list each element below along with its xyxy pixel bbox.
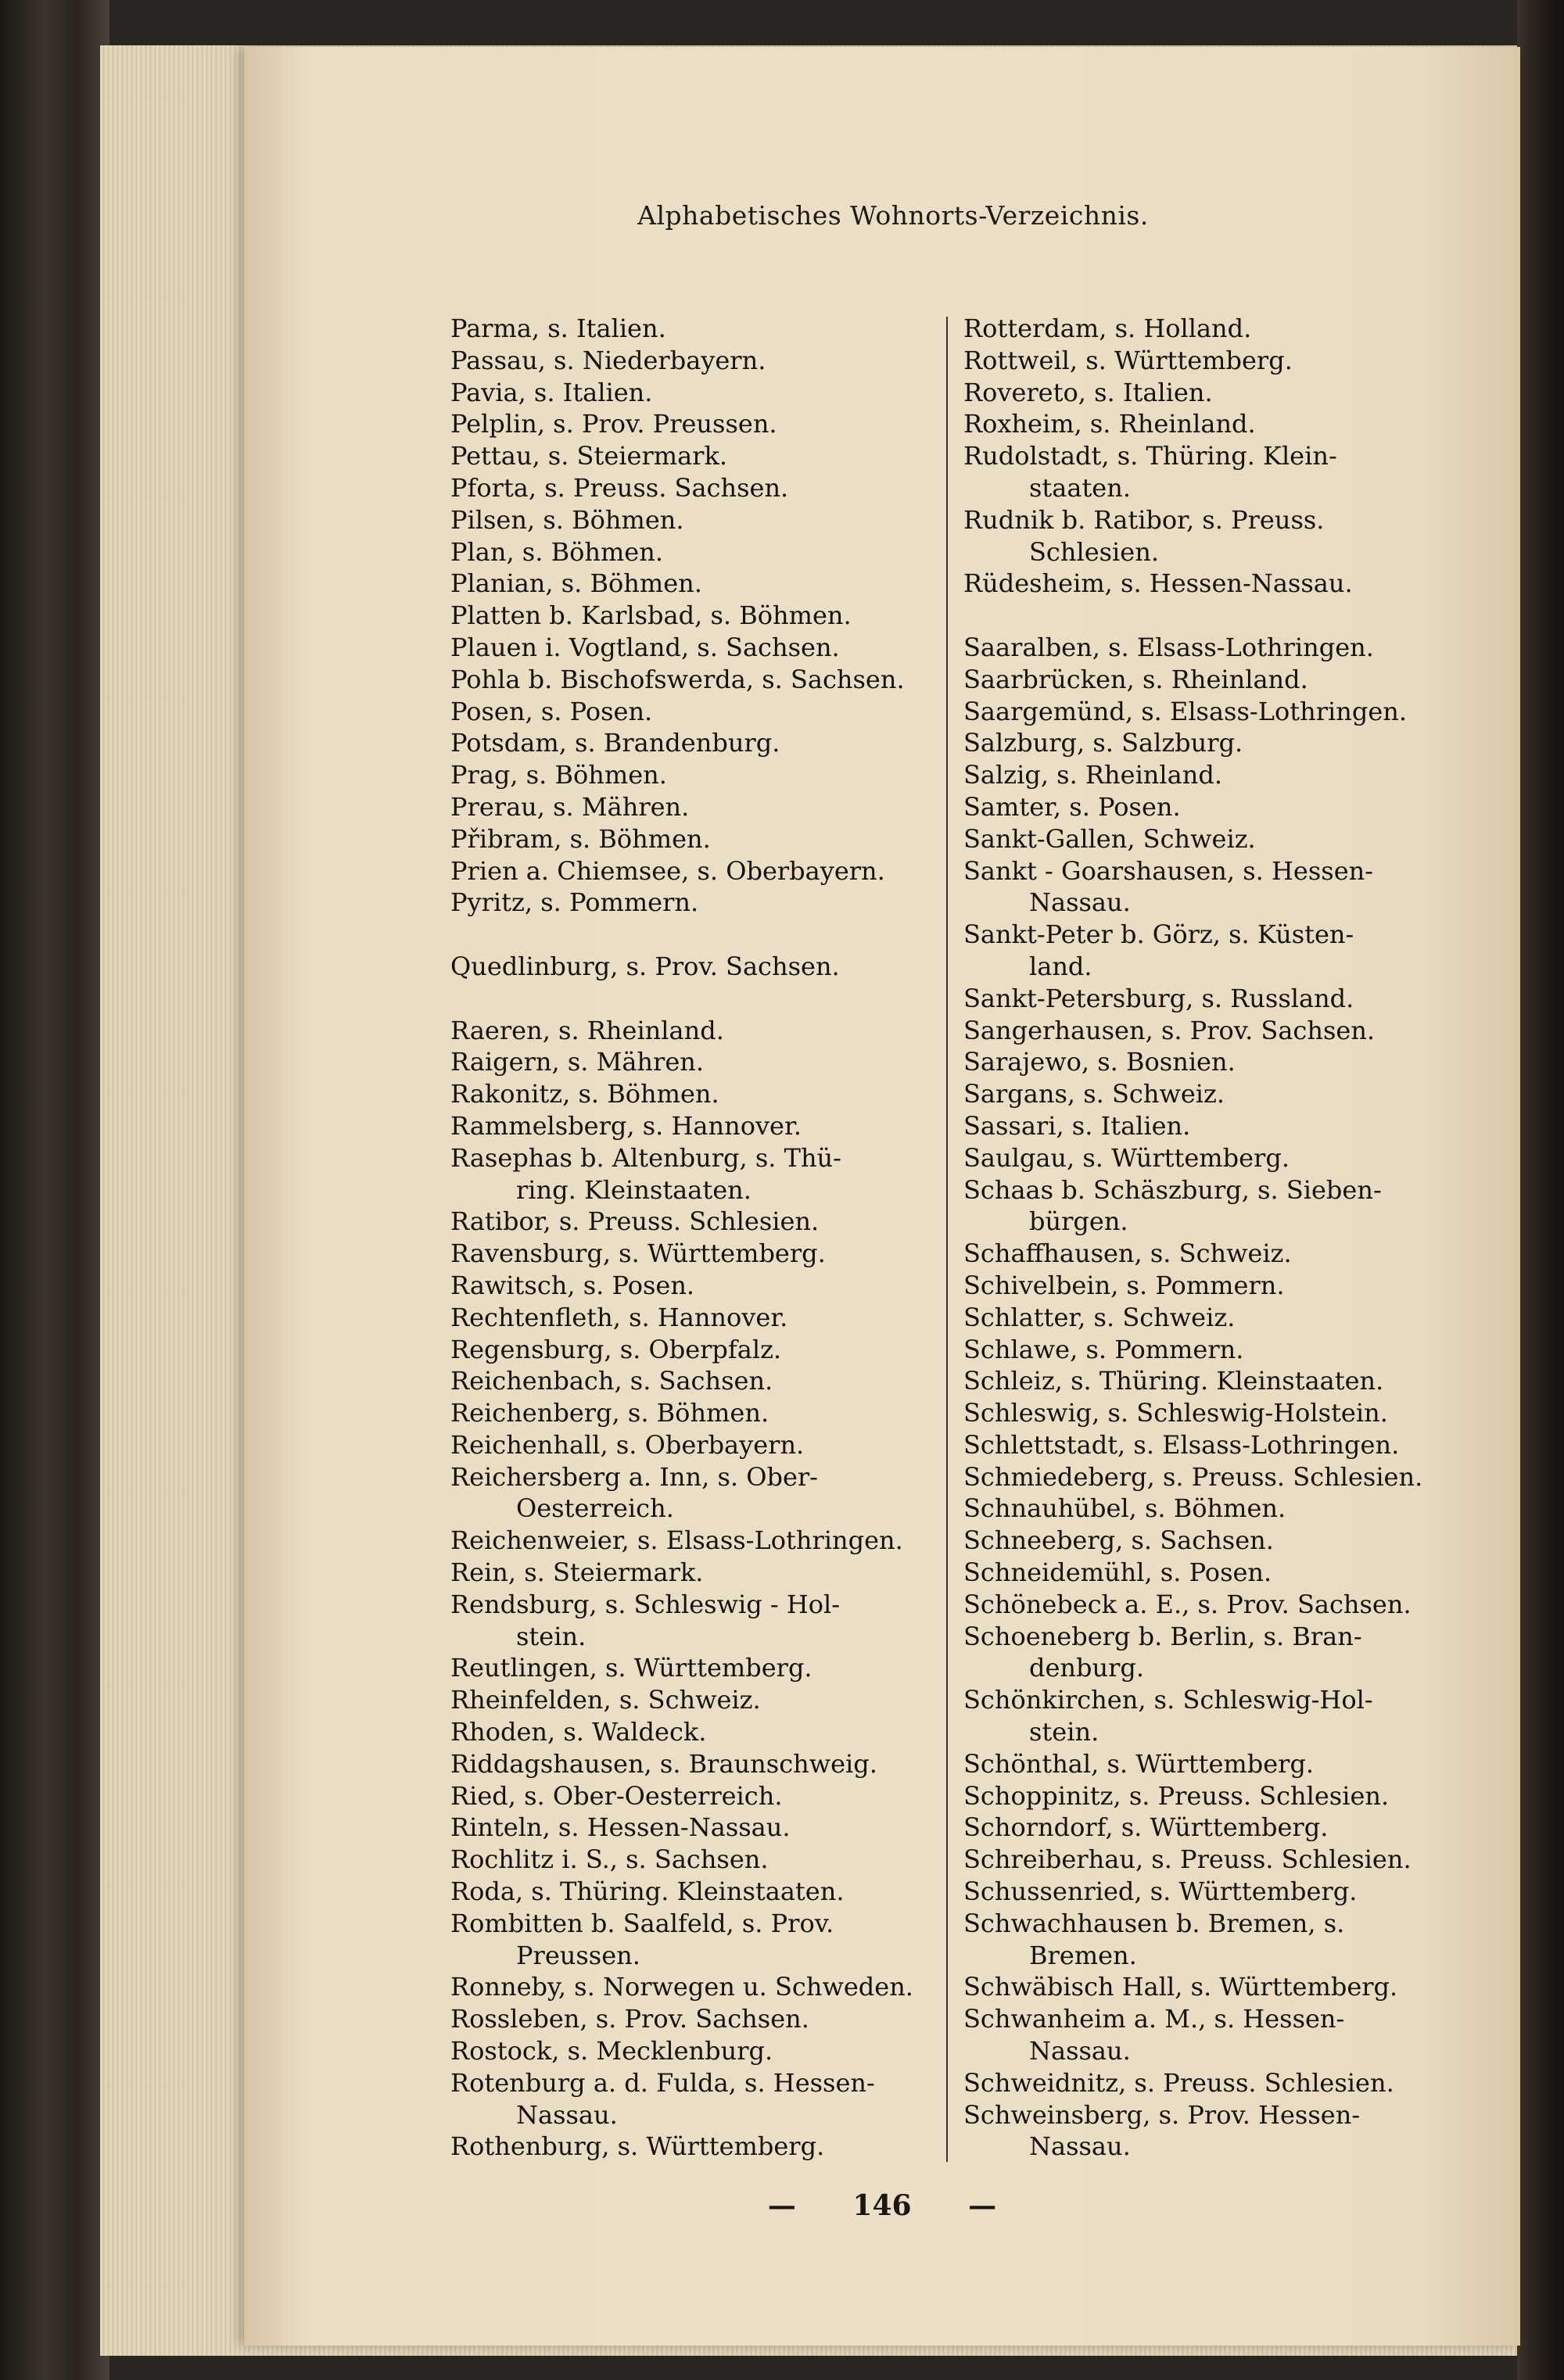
entry-text: Schwäbisch Hall, s. Württemberg.	[963, 1972, 1398, 2002]
directory-entry	[963, 1621, 1480, 1685]
directory-entry	[450, 1429, 967, 1461]
entry-continuation: denburg.	[1029, 1653, 1145, 1683]
book-cover-edge	[1517, 0, 1564, 2380]
book-page	[244, 47, 1520, 2346]
entry-text: Schaas b. Schäszburg, s. Sieben-	[963, 1174, 1382, 1205]
entry-text: Schönthal, s. Württemberg.	[963, 1748, 1315, 1779]
entry-text: Saulgau, s. Württemberg.	[963, 1142, 1290, 1173]
directory-entry	[450, 855, 967, 887]
page-number: 146	[852, 2189, 912, 2222]
directory-entry	[450, 440, 967, 472]
entry-text: Salzburg, s. Salzburg.	[963, 728, 1243, 758]
directory-entry	[963, 408, 1480, 440]
entry-text: Potsdam, s. Brandenburg.	[450, 728, 780, 758]
entry-text: Rothenburg, s. Württemberg.	[450, 2131, 825, 2162]
entry-text: Samter, s. Posen.	[963, 791, 1181, 822]
directory-entry	[450, 536, 967, 568]
directory-entry	[450, 2035, 967, 2067]
entry-text: Sangerhausen, s. Prov. Sachsen.	[963, 1015, 1376, 1045]
directory-entry	[963, 1174, 1480, 1238]
entry-text: Reichenberg, s. Böhmen.	[450, 1398, 769, 1428]
directory-entry	[963, 2099, 1480, 2163]
directory-entry	[963, 1557, 1480, 1589]
directory-entry	[450, 1780, 967, 1812]
directory-entry	[963, 1270, 1480, 1302]
entry-text: Sargans, s. Schweiz.	[963, 1079, 1225, 1109]
entry-text: Reichersberg a. Inn, s. Ober-	[450, 1461, 818, 1492]
directory-entry	[963, 791, 1480, 823]
entry-continuation: Nassau.	[1029, 887, 1131, 918]
entry-continuation: Bremen.	[1029, 1940, 1137, 1970]
directory-entry	[963, 823, 1480, 855]
entry-text: Schoeneberg b. Berlin, s. Bran-	[963, 1621, 1362, 1651]
directory-entry	[450, 1046, 967, 1078]
entry-text: Rotenburg a. d. Fulda, s. Hessen-	[450, 2067, 875, 2098]
entry-text: Saarbrücken, s. Rheinland.	[963, 664, 1308, 694]
entry-text: Plauen i. Vogtland, s. Sachsen.	[450, 632, 840, 662]
directory-entry	[963, 377, 1480, 409]
directory-entry	[450, 759, 967, 791]
directory-entry	[450, 1078, 967, 1110]
entry-text: Ravensburg, s. Württemberg.	[450, 1238, 826, 1269]
entry-text: Planian, s. Böhmen.	[450, 568, 702, 599]
entry-text: Schmiedeberg, s. Preuss. Schlesien.	[963, 1461, 1423, 1492]
entry-text: Pilsen, s. Böhmen.	[450, 504, 684, 535]
directory-entry	[450, 568, 967, 600]
directory-entry	[450, 1876, 967, 1908]
entry-text: Reutlingen, s. Württemberg.	[450, 1653, 812, 1683]
entry-text: Sankt-Gallen, Schweiz.	[963, 823, 1256, 854]
entry-text: Salzig, s. Rheinland.	[963, 760, 1222, 790]
directory-entry	[450, 1971, 967, 2003]
entry-text: Schwanheim a. M., s. Hessen-	[963, 2004, 1345, 2034]
entry-text: Rechtenfleth, s. Hannover.	[450, 1302, 788, 1332]
entry-text: Rein, s. Steiermark.	[450, 1557, 704, 1588]
page-footer	[244, 2189, 1520, 2222]
directory-entry	[963, 1142, 1480, 1174]
directory-entry	[450, 1652, 967, 1684]
directory-entry	[450, 313, 967, 345]
directory-entry	[963, 1812, 1480, 1844]
entry-continuation: Schlesien.	[1029, 536, 1159, 567]
directory-entry	[963, 1046, 1480, 1078]
entry-text: Parma, s. Italien.	[450, 314, 666, 343]
directory-entry	[450, 2067, 967, 2131]
entry-text: Ronneby, s. Norwegen u. Schweden.	[450, 1972, 913, 2002]
entry-continuation: bürgen.	[1029, 1206, 1128, 1237]
directory-entry	[450, 2131, 967, 2163]
directory-entry	[963, 1525, 1480, 1557]
entry-text: Schweinsberg, s. Prov. Hessen-	[963, 2099, 1361, 2130]
entry-text: Reichenhall, s. Oberbayern.	[450, 1429, 805, 1460]
directory-entry	[450, 1142, 967, 1206]
directory-entry	[450, 600, 967, 632]
entry-text: Saargemünd, s. Elsass-Lothringen.	[963, 696, 1408, 726]
directory-entry	[450, 1365, 967, 1397]
entry-text: Pavia, s. Italien.	[450, 377, 653, 407]
entry-text: Schlettstadt, s. Elsass-Lothringen.	[963, 1429, 1400, 1460]
entry-text: Rovereto, s. Italien.	[963, 377, 1213, 407]
entry-continuation: land.	[1029, 951, 1092, 981]
entry-text: Rammelsberg, s. Hannover.	[450, 1110, 802, 1141]
directory-entry	[963, 313, 1480, 345]
directory-entry	[963, 696, 1480, 728]
directory-entry	[963, 983, 1480, 1015]
directory-entry	[963, 1844, 1480, 1876]
directory-entry	[450, 408, 967, 440]
entry-text: Sarajewo, s. Bosnien.	[963, 1047, 1236, 1077]
directory-entry	[450, 345, 967, 377]
entry-text: Schönebeck a. E., s. Prov. Sachsen.	[963, 1589, 1412, 1619]
directory-entry	[450, 1302, 967, 1334]
directory-entry	[963, 345, 1480, 377]
directory-entry	[450, 1334, 967, 1366]
entry-text: Schreiberhau, s. Preuss. Schlesien.	[963, 1844, 1412, 1875]
directory-entry	[963, 1971, 1480, 2003]
section-gap	[450, 983, 967, 1015]
entry-text: Riddagshausen, s. Braunschweig.	[450, 1748, 877, 1779]
entry-text: Quedlinburg, s. Prov. Sachsen.	[450, 951, 840, 981]
directory-entry	[963, 2003, 1480, 2067]
column-divider	[946, 317, 948, 2162]
entry-text: Schleiz, s. Thüring. Kleinstaaten.	[963, 1366, 1384, 1396]
directory-entry	[450, 1238, 967, 1270]
directory-entry	[450, 1908, 967, 1972]
directory-entry	[963, 1589, 1480, 1621]
directory-entry	[450, 632, 967, 664]
directory-entry	[450, 951, 967, 983]
footer-dash-left: —	[767, 2189, 796, 2222]
directory-entry	[450, 1748, 967, 1780]
entry-text: Schoppinitz, s. Preuss. Schlesien.	[963, 1780, 1390, 1811]
entry-text: Rudolstadt, s. Thüring. Klein-	[963, 441, 1337, 471]
directory-entry	[450, 1110, 967, 1142]
entry-text: Roxheim, s. Rheinland.	[963, 409, 1256, 439]
directory-entry	[450, 727, 967, 759]
footer-dash-right: —	[968, 2189, 997, 2222]
entry-text: Pohla b. Bischofswerda, s. Sachsen.	[450, 664, 905, 694]
entry-text: Schaffhausen, s. Schweiz.	[963, 1238, 1292, 1269]
directory-entry	[450, 887, 967, 919]
entry-text: Raigern, s. Mähren.	[450, 1047, 705, 1077]
entry-text: Roda, s. Thüring. Kleinstaaten.	[450, 1876, 845, 1907]
entry-text: Reichenbach, s. Sachsen.	[450, 1366, 773, 1396]
entry-text: Rheinfelden, s. Schweiz.	[450, 1685, 761, 1715]
entry-text: Rakonitz, s. Böhmen.	[450, 1079, 719, 1109]
entry-text: Rudnik b. Ratibor, s. Preuss.	[963, 504, 1325, 535]
directory-entry	[963, 1334, 1480, 1366]
directory-entry	[963, 727, 1480, 759]
entry-text: Platten b. Karlsbad, s. Böhmen.	[450, 600, 852, 631]
entry-continuation: Nassau.	[1029, 2131, 1131, 2162]
directory-entry	[450, 1589, 967, 1653]
entry-text: Pyritz, s. Pommern.	[450, 887, 699, 918]
left-column	[450, 313, 967, 2163]
directory-entry	[450, 1206, 967, 1238]
directory-entry	[963, 1238, 1480, 1270]
directory-entry	[450, 823, 967, 855]
entry-text: Ratibor, s. Preuss. Schlesien.	[450, 1206, 820, 1237]
entry-text: Schleswig, s. Schleswig-Holstein.	[963, 1398, 1388, 1428]
entry-text: Schneeberg, s. Sachsen.	[963, 1525, 1274, 1556]
directory-entry	[963, 1780, 1480, 1812]
directory-entry	[450, 1270, 967, 1302]
directory-entry	[963, 1078, 1480, 1110]
entry-text: Rhoden, s. Waldeck.	[450, 1717, 707, 1747]
entry-text: Schneidemühl, s. Posen.	[963, 1557, 1272, 1588]
entry-text: Rinteln, s. Hessen-Nassau.	[450, 1812, 791, 1843]
directory-entry	[963, 1684, 1480, 1748]
directory-entry	[963, 2067, 1480, 2099]
entry-text: Schlatter, s. Schweiz.	[963, 1302, 1236, 1332]
directory-entry	[963, 1302, 1480, 1334]
right-column	[963, 313, 1480, 2163]
entry-text: Plan, s. Böhmen.	[450, 536, 664, 567]
directory-entry	[963, 440, 1480, 504]
entry-text: Schnauhübel, s. Böhmen.	[963, 1493, 1286, 1524]
directory-entry	[450, 1015, 967, 1047]
section-gap	[963, 600, 1480, 632]
directory-entry	[450, 1525, 967, 1557]
entry-text: Schussenried, s. Württemberg.	[963, 1876, 1358, 1907]
entry-text: Rossleben, s. Prov. Sachsen.	[450, 2004, 809, 2034]
directory-entry	[450, 696, 967, 728]
directory-entry	[450, 377, 967, 409]
entry-text: Rottweil, s. Württemberg.	[963, 345, 1293, 375]
entry-text: Rombitten b. Saalfeld, s. Prov.	[450, 1908, 834, 1938]
directory-entry	[450, 2003, 967, 2035]
entry-text: Ried, s. Ober-Oesterreich.	[450, 1780, 783, 1811]
directory-entry	[450, 1844, 967, 1876]
directory-entry	[963, 1429, 1480, 1461]
directory-entry	[450, 1397, 967, 1429]
entry-continuation: Nassau.	[1029, 2036, 1131, 2066]
entry-continuation: Nassau.	[516, 2099, 618, 2130]
entry-text: Pforta, s. Preuss. Sachsen.	[450, 472, 789, 503]
entry-text: Rüdesheim, s. Hessen-Nassau.	[963, 568, 1353, 599]
entry-text: Pettau, s. Steiermark.	[450, 441, 728, 471]
book-binding	[0, 0, 109, 2380]
entry-text: Schweidnitz, s. Preuss. Schlesien.	[963, 2067, 1394, 2098]
entry-text: Reichenweier, s. Elsass-Lothringen.	[450, 1525, 903, 1556]
directory-entry	[963, 1908, 1480, 1972]
directory-entry	[450, 1461, 967, 1525]
entry-text: Sankt - Goarshausen, s. Hessen-	[963, 855, 1374, 886]
directory-entry	[963, 1461, 1480, 1493]
entry-text: Rasephas b. Altenburg, s. Thü-	[450, 1142, 841, 1173]
entry-continuation: ring. Kleinstaaten.	[516, 1174, 752, 1205]
entry-text: Schwachhausen b. Bremen, s.	[963, 1908, 1345, 1938]
entry-text: Sankt-Petersburg, s. Russland.	[963, 983, 1354, 1013]
entry-text: Raeren, s. Rheinland.	[450, 1015, 724, 1045]
entry-continuation: Oesterreich.	[516, 1493, 674, 1524]
entry-text: Rawitsch, s. Posen.	[450, 1270, 695, 1300]
directory-entry	[963, 1365, 1480, 1397]
entry-text: Rendsburg, s. Schleswig - Hol-	[450, 1589, 841, 1619]
directory-entry	[963, 759, 1480, 791]
entry-text: Rochlitz i. S., s. Sachsen.	[450, 1844, 769, 1875]
directory-entry	[450, 1557, 967, 1589]
entry-text: Schivelbein, s. Pommern.	[963, 1270, 1285, 1300]
directory-entry	[450, 791, 967, 823]
entry-text: Saaralben, s. Elsass-Lothringen.	[963, 632, 1374, 662]
entry-text: Prerau, s. Mähren.	[450, 791, 690, 822]
entry-continuation: Preussen.	[516, 1940, 640, 1970]
entry-text: Sankt-Peter b. Görz, s. Küsten-	[963, 919, 1354, 950]
directory-entry	[963, 1748, 1480, 1780]
directory-entry	[450, 504, 967, 536]
directory-entry	[963, 664, 1480, 696]
page-title: Alphabetisches Wohnorts-Verzeichnis.	[637, 200, 1149, 231]
directory-entry	[963, 1876, 1480, 1908]
directory-entry	[450, 664, 967, 696]
entry-continuation: staaten.	[1029, 472, 1132, 503]
entry-text: Pelplin, s. Prov. Preussen.	[450, 409, 777, 439]
directory-entry	[963, 1110, 1480, 1142]
directory-entry	[450, 472, 967, 504]
directory-entry	[963, 1015, 1480, 1047]
directory-entry	[963, 1397, 1480, 1429]
directory-entry	[963, 919, 1480, 983]
entry-text: Posen, s. Posen.	[450, 696, 653, 726]
entry-text: Sassari, s. Italien.	[963, 1110, 1191, 1141]
entry-text: Schorndorf, s. Württemberg.	[963, 1812, 1329, 1843]
entry-text: Rotterdam, s. Holland.	[963, 314, 1252, 343]
directory-entry	[963, 568, 1480, 600]
entry-text: Přibram, s. Böhmen.	[450, 823, 711, 854]
entry-text: Regensburg, s. Oberpfalz.	[450, 1334, 782, 1364]
entry-text: Rostock, s. Mecklenburg.	[450, 2036, 773, 2066]
directory-entry	[963, 632, 1480, 664]
entry-continuation: stein.	[1029, 1717, 1099, 1747]
directory-entry	[963, 1493, 1480, 1525]
entry-text: Prien a. Chiemsee, s. Oberbayern.	[450, 855, 885, 886]
directory-entry	[450, 1812, 967, 1844]
section-gap	[450, 919, 967, 951]
entry-text: Prag, s. Böhmen.	[450, 760, 667, 790]
directory-entry	[963, 855, 1480, 919]
directory-entry	[963, 504, 1480, 568]
entry-text: Schlawe, s. Pommern.	[963, 1334, 1244, 1364]
entry-text: Passau, s. Niederbayern.	[450, 345, 766, 375]
entry-continuation: stein.	[516, 1621, 586, 1651]
directory-entry	[450, 1716, 967, 1748]
entry-text: Schönkirchen, s. Schleswig-Hol-	[963, 1685, 1373, 1715]
directory-entry	[450, 1684, 967, 1716]
